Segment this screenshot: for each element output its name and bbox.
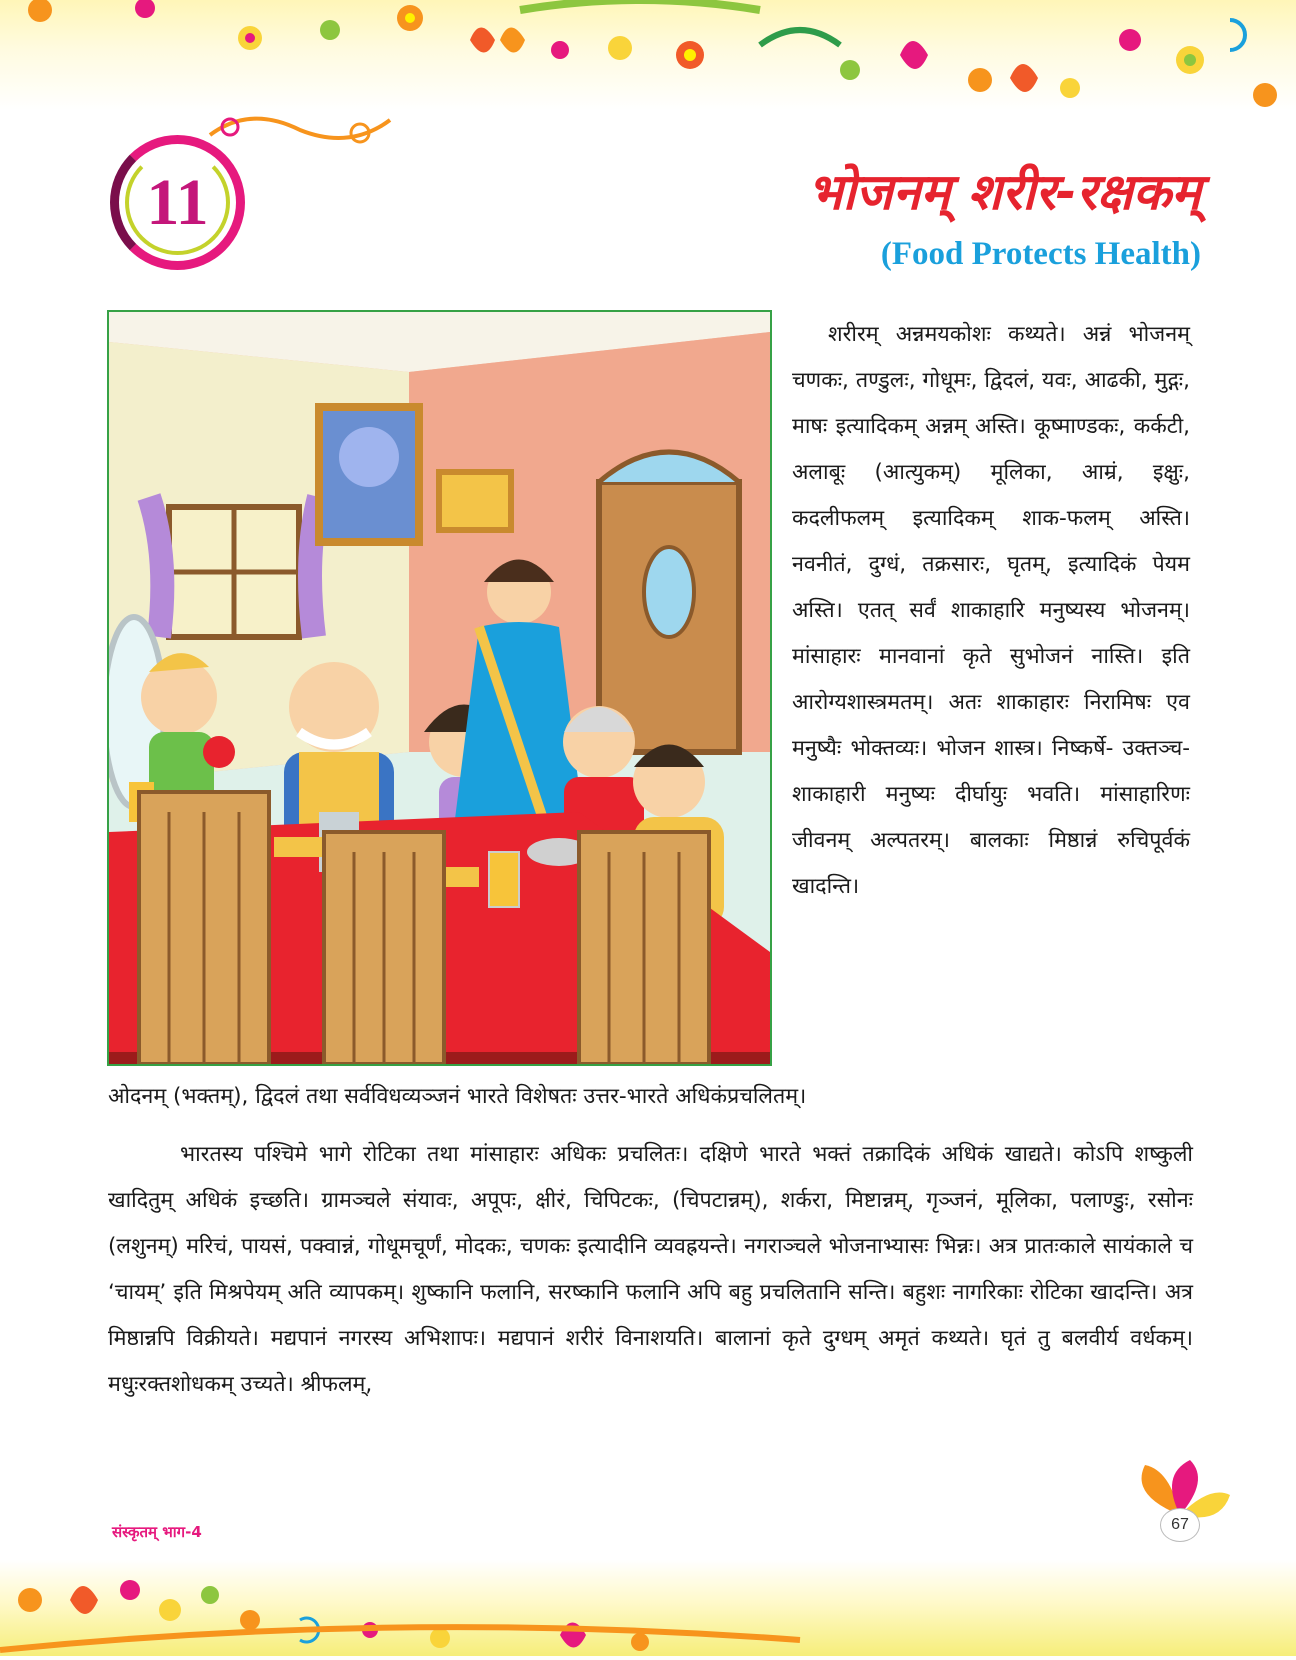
chapter-title-sanskrit: भोजनम् शरीर-रक्षकम्: [807, 163, 1201, 221]
chapter-title-english: (Food Protects Health): [880, 236, 1201, 272]
floral-decoration-icon: [0, 1560, 1296, 1656]
top-floral-border: [0, 0, 1296, 110]
chapter-number-badge: [110, 135, 245, 270]
second-paragraph: भारतस्य पश्चिमे भागे रोटिका तथा मांसाहारः अधिकः प्रचलितः। दक्षिणे भारते भक्तं तक्रादिकं अधिकं खाद्यते। कोऽपि शष्कुली खादितुम् अधिकं इच्छति। ग्रामञ्चले संयावः, अपूपः, क्षीरं, चिपिटकः, (चिपटान्नम्), शर्करा, मिष्टान्नम्, गृञ्जनं, मूलिका, पलाण्डुः, रसोनः (लशुनम्) मरिचं, पायसं, पक्वान्नं, गोधूमचूर्णं, मोदकः, चणकः इत्यादीनि व्यवह्रयन्ते। नगराञ्चले भोजनाभ्यासः भिन्नः। अत्र प्रातःकाले सायंकाले च ‘चायम्’ इति मिश्रपेयम् अति व्यापकम्। शुष्कानि फलानि, सरष्कानि फलानि अपि बहु प्रचलितानि सन्ति। बहुशः नागरिकाः रोटिका खादन्ति। अत्र मिष्ठान्नपि विक्रीयते। मद्यपानं नगरस्य अभिशापः। मद्यपानं शरीरं विनाशयति। बालानां कृते दुग्धम् अमृतं कथ्यते। घृतं तु बलवीर्य वर्धकम्। मधुःरक्तशोधकम् उच्यते। श्रीफलम्,: [108, 1142, 1193, 1397]
chapter-number: 11: [146, 165, 209, 239]
swirl-ornament-icon: [200, 105, 400, 165]
bottom-floral-border: [0, 1560, 1296, 1656]
family-meal-image-icon: [109, 312, 770, 1064]
family-dining-illustration: [107, 310, 772, 1066]
full-width-line: ओदनम् (भक्तम्), द्विदलं तथा सर्वविधव्यञ्जनं भारते विशेषतः उत्तर-भारते अधिकंप्रचलितम्।: [108, 1084, 807, 1109]
intro-paragraph-text: शरीरम् अन्नमयकोशः कथ्यते। अन्नं भोजनम् चणकः, तण्डुलः, गोधूमः, द्विदलं, यवः, आढकी, मुद्गः, माषः इत्यादिकम् अन्नम् अस्ति। कूष्माण्डकः, कर्कटी, अलाबूः (आत्युकम्) मूलिका, आम्रं, इक्षुः, कदलीफलम् इत्यादिकम् शाक-फलम् अस्ति। नवनीतं, दुग्धं, तक्रसारः, घृतम्, इत्यादिकं पेयम अस्ति। एतत् सर्वं शाकाहारि मनुष्यस्य भोजनम्। मांसाहारः मानवानां कृते सुभोजनं नास्ति। इति आरोग्यशास्त्रमतम्। अतः शाकाहारः निरामिषः एव मनुष्यैः भोक्तव्यः। भोजन शास्त्र। निष्कर्षे- उक्तञ्च-शाकाहारी मनुष्यः दीर्घायुः भवति। मांसाहारिणः जीवनम् अल्पतरम्। बालकाः मिष्ठान्नं रुचिपूर्वकं खादन्ति।: [792, 322, 1190, 899]
intro-paragraph: [792, 312, 1190, 910]
floral-decoration-icon: [0, 0, 1296, 110]
page-number: 67: [1160, 1508, 1200, 1542]
footer-book-title: संस्कृतम् भाग-4: [112, 1523, 202, 1541]
